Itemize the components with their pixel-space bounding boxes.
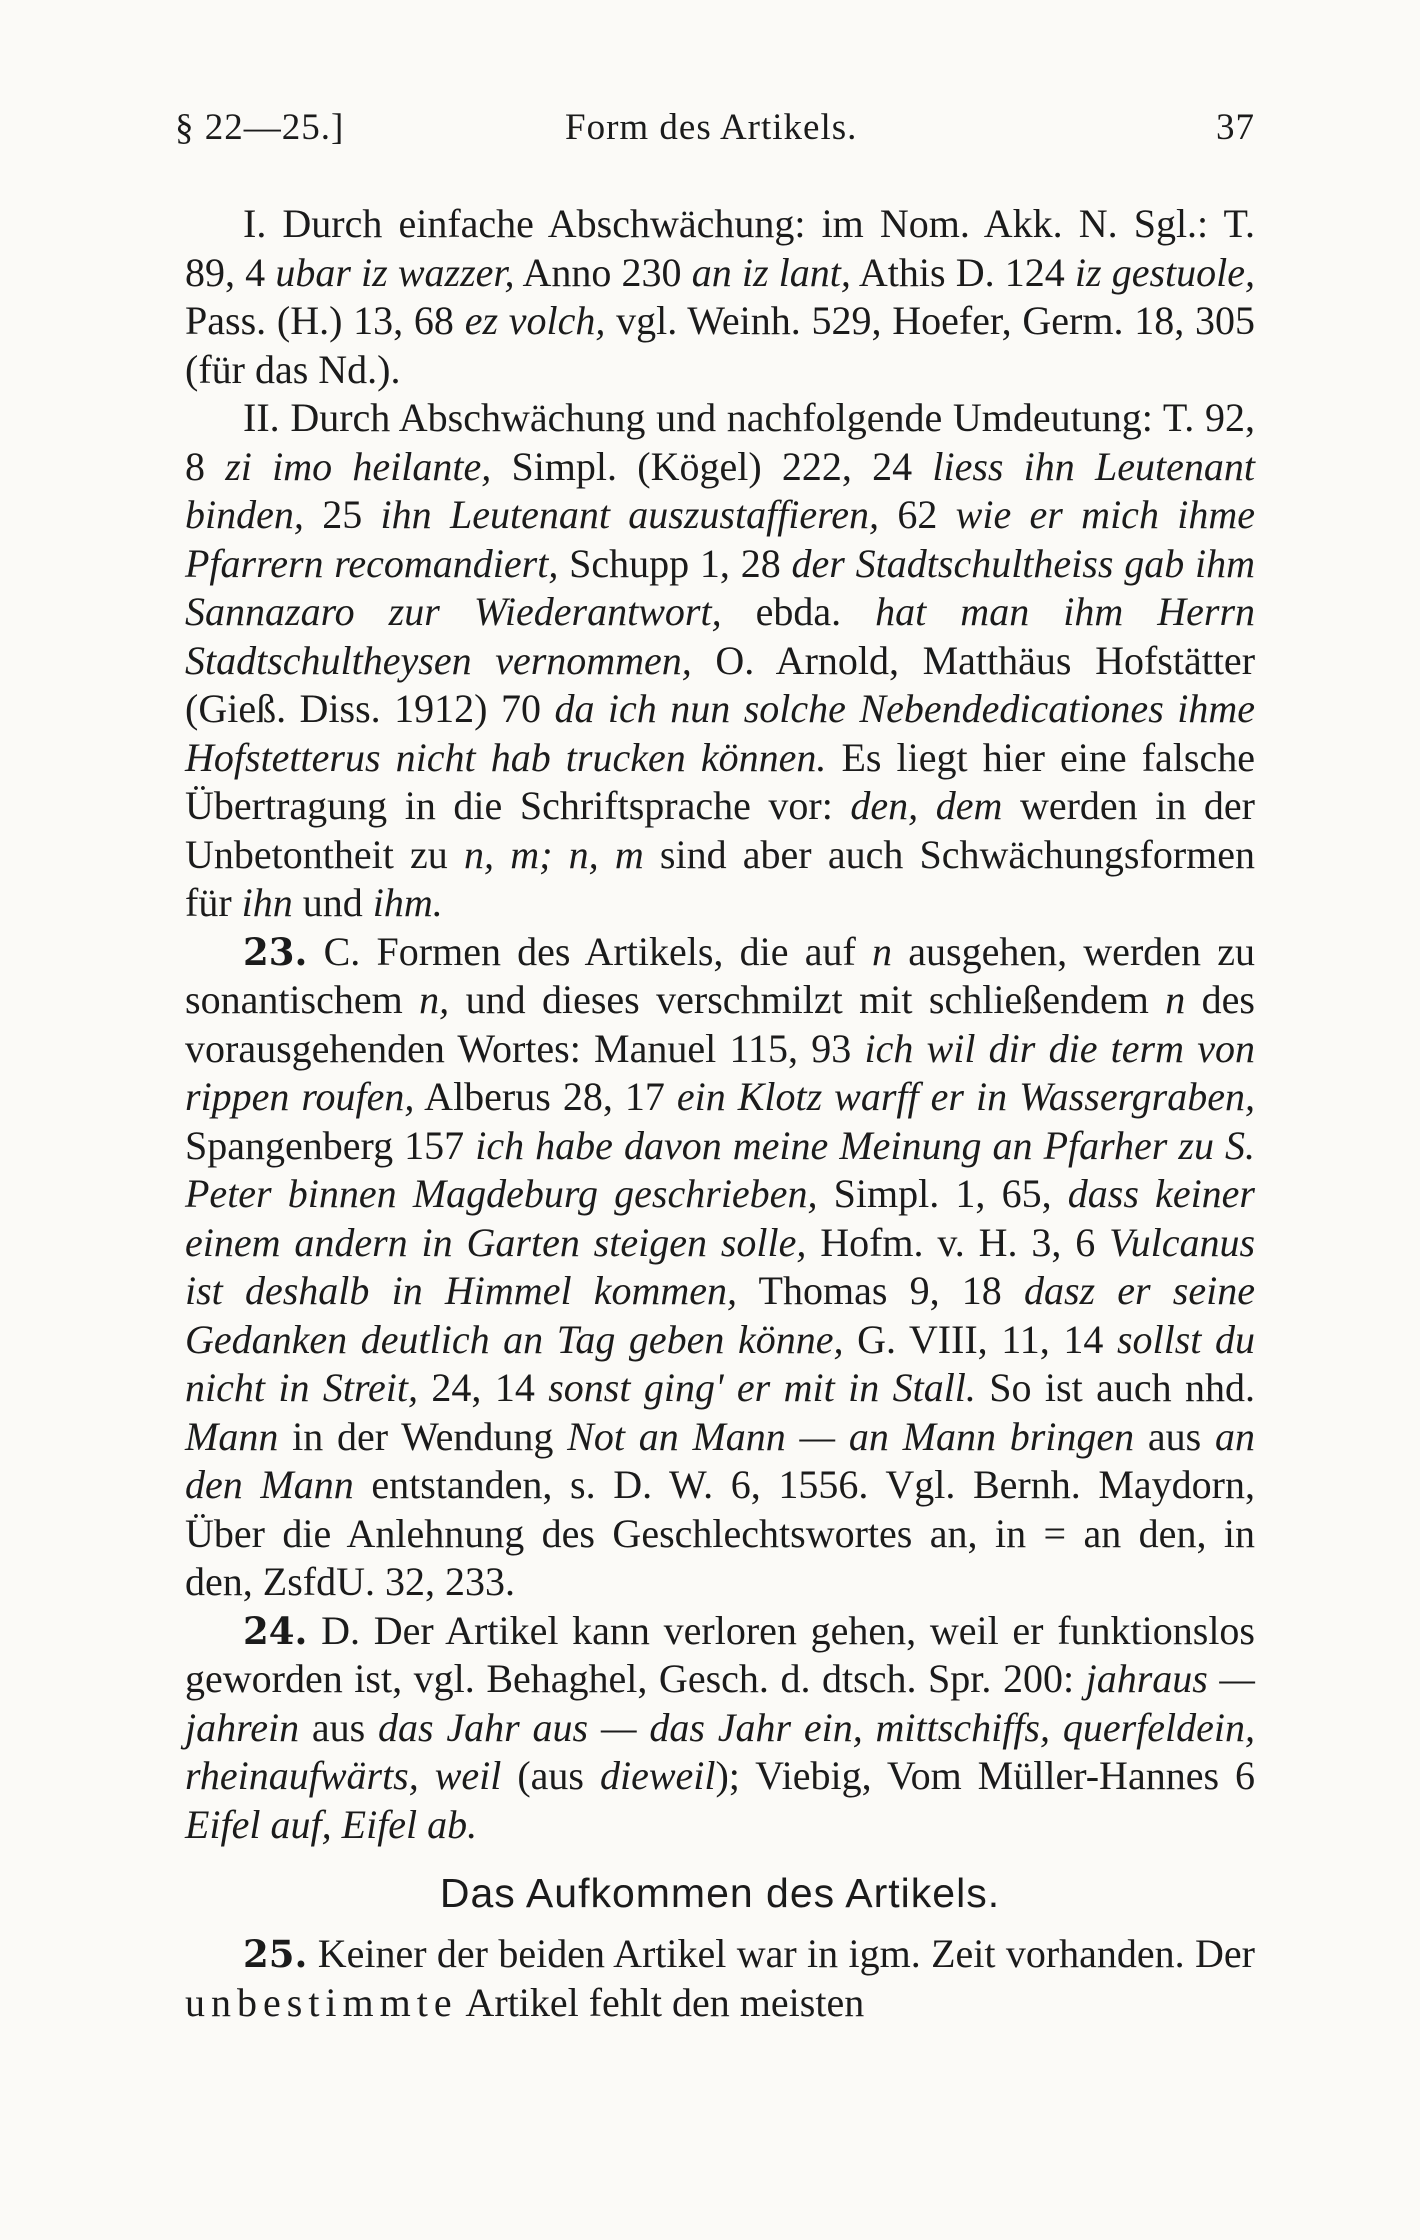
paragraph-weakening: I. Durch einfache Abschwächung: im Nom. Akk. N. Sgl.: T. 89, 4 ubar iz wazzer, Anno 230 an iz lant, Athis D. 124 iz gestuole, Pass. (H.) 13, 68 ez volch, vgl. Weinh. 529, Hoefer, Germ. 18, 305 (für das Nd.).	[185, 201, 1256, 392]
section-number: 25.	[243, 1932, 308, 1976]
section-23: 23. C. Formen des Artikels, die auf n ausgehen, werden zu sonantischem n, und dieses verschmilzt mit schließendem n des vorausgehenden Wortes: Manuel 115, 93 ich wil dir die term von rippen roufen, Alberus 28, 17 ein Klotz warff er in Wassergraben, Spangenberg 157 ich habe davon meine Meinung an Pfarher zu S. Peter binnen Magdeburg geschrieben, Simpl. 1, 65, dass keiner einem andern in Garten steigen solle, Hofm. v. H. 3, 6 Vulcanus ist deshalb in Himmel kommen, Thomas 9, 18 dasz er seine Gedanken deutlich an Tag geben könne, G. VIII, 11, 14 sollst du nicht in Streit, 24, 14 sonst ging' er mit in Stall. So ist auch nhd. Mann in der Wendung Not an Mann — an Mann bringen aus an den Mann entstanden, s. D. W. 6, 1556. Vgl. Bernh. Maydorn, Über die Anlehnung des Geschlechtswortes an, in = an den, in den, ZsfdU. 32, 233.	[185, 928, 1256, 1604]
section-number: 24.	[243, 1608, 308, 1653]
section-range: § 22—25.]	[175, 107, 345, 148]
running-head	[175, 106, 1255, 156]
paragraph-reinterpretation: II. Durch Abschwächung und nachfolgende Umdeutung: T. 92, 8 zi imo heilante, Simpl. (Kögel) 222, 24 liess ihn Leutenant binden, 25 ihn Leutenant auszustaffieren, 62 wie er mich ihme Pfarrern recomandiert, Schupp 1, 28 der Stadtschultheiss gab ihm Sannazaro zur Wiederantwort, ebda. hat man ihm Herrn Stadtschultheysen vernommen, O. Arnold, Matthäus Hofstätter (Gieß. Diss. 1912) 70 da ich nun solche Nebendedicationes ihme Hofstetterus nicht hab trucken können. Es liegt hier eine falsche Übertragung in die Schriftsprache vor: den, dem werden in der Unbetontheit zu n, m; n, m sind aber auch Schwächungsformen für ihn und ihm.	[185, 395, 1256, 925]
section-heading: Das Aufkommen des Artikels.	[439, 1870, 1001, 1916]
main-text-continued	[185, 1930, 1255, 2027]
main-text	[185, 200, 1255, 1849]
section-24: 24. D. Der Artikel kann verloren gehen, weil er funktionslos geworden ist, vgl. Behaghel, Gesch. d. dtsch. Spr. 200: jahraus — jahrein aus das Jahr aus — das Jahr ein, mittschiffs, querfeldein, rheinaufwärts, weil (aus dieweil); Viebig, Vom Müller-Hannes 6 Eifel auf, Eifel ab.	[185, 1607, 1256, 1847]
chapter-title: Form des Artikels.	[565, 107, 858, 148]
page-number: 37	[1216, 107, 1255, 148]
section-25: 25. Keiner der beiden Artikel war in igm. Zeit vorhanden. Der unbestimmte Artikel fehlt den meisten	[185, 1931, 1255, 2025]
section-number: 23.	[243, 929, 308, 974]
